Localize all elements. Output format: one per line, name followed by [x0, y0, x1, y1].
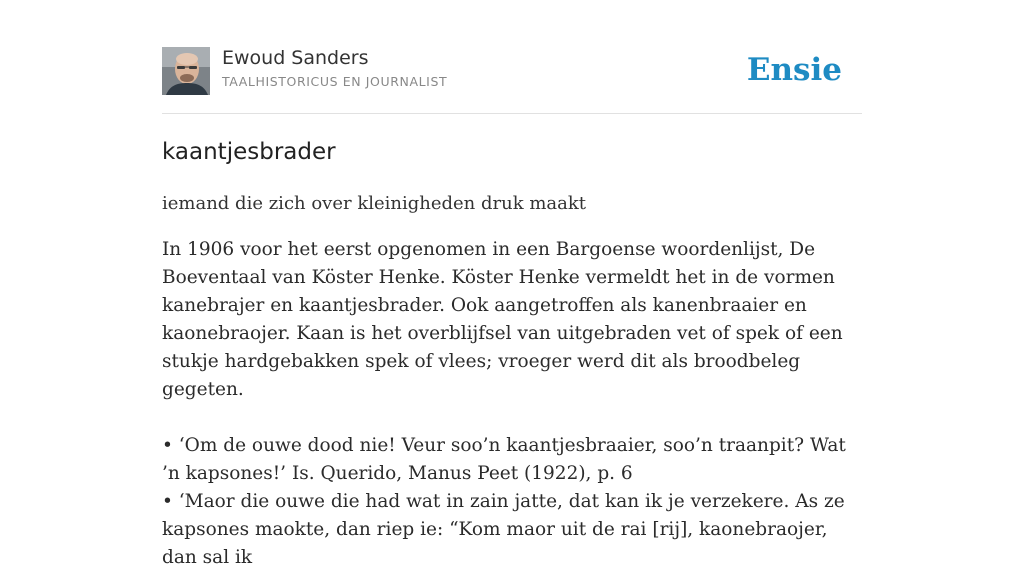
entry-content: [162, 136, 862, 572]
avatar-image: [162, 47, 210, 95]
header-divider: [162, 113, 862, 114]
ensie-logo[interactable]: Ensie: [746, 52, 842, 88]
author-avatar[interactable]: [162, 47, 210, 95]
entry-definition: iemand die zich over kleinigheden druk maakt: [162, 193, 587, 214]
entry-term: kaantjesbrader: [162, 139, 336, 165]
entry-paragraph: In 1906 voor het eerst opgenomen in een Bargoense woordenlijst, De Boeventaal van Köster Henke. Köster Henke vermeldt het in de vormen kanebrajer en kaantjesbrader. Ook aangetroffen als kanenbraaier en kaonebraojer. Kaan is het overblijfsel van uitgebraden vet of spek of een stukje hardgebakken spek of vlees; vroeger werd dit als broodbeleg gegeten.: [162, 239, 843, 400]
author-header: [162, 46, 862, 96]
author-name[interactable]: Ewoud Sanders: [222, 47, 369, 69]
entry-quote: • ‘Maor die ouwe die had wat in zain jatte, dat kan ik je verzekere. As ze kapsones maokte, dan riep ie: “Kom maor uit de rai [rij], kaonebraojer, dan sal ik: [162, 491, 845, 568]
entry-quote: • ‘Om de ouwe dood nie! Veur soo’n kaantjesbraaier, soo’n traanpit? Wat ’n kapsones!’ Is. Querido, Manus Peet (1922), p. 6: [162, 435, 846, 484]
author-role: TAALHISTORICUS EN JOURNALIST: [222, 74, 448, 89]
